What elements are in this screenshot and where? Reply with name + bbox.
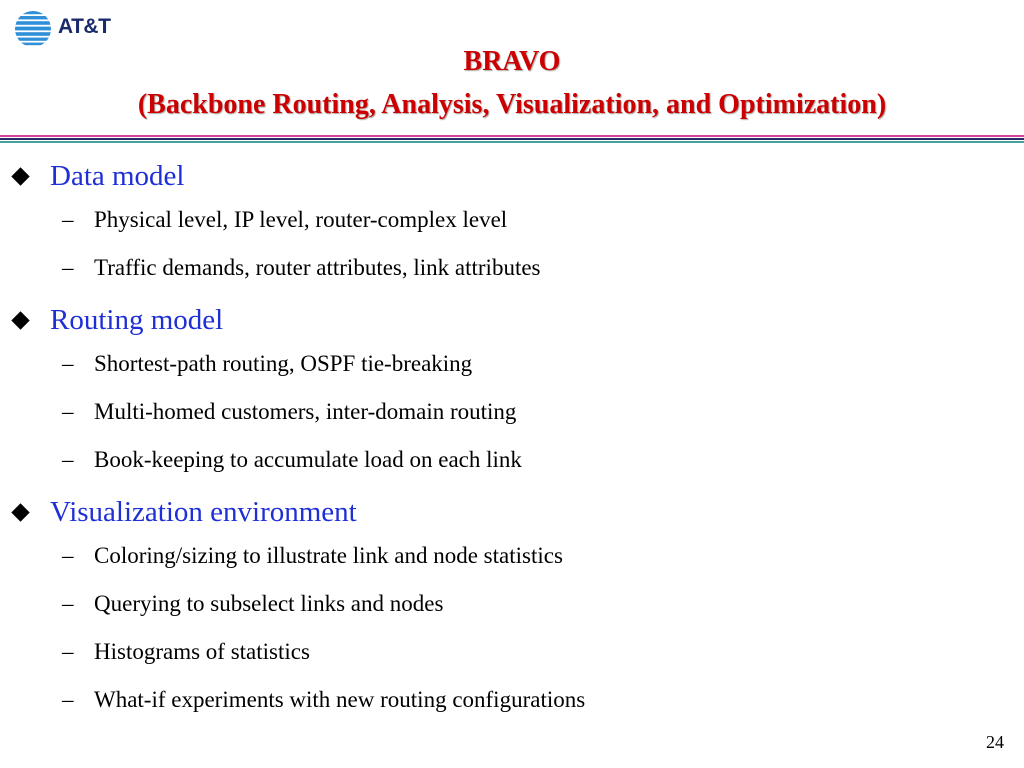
slide-subtitle: (Backbone Routing, Analysis, Visualization, and Optimization): [137, 89, 887, 120]
divider-middle: [0, 138, 1024, 140]
att-logo: [14, 10, 114, 48]
diamond-bullet-icon: [11, 503, 29, 521]
bullet-heading: Visualization environment: [50, 496, 357, 528]
diamond-bullet-icon: [11, 311, 29, 329]
list-item-text: What-if experiments with new routing configurations: [94, 687, 586, 712]
bullet-heading: Data model: [50, 160, 185, 192]
page-number: 24: [986, 732, 1004, 752]
list-item-text: Coloring/sizing to illustrate link and node statistics: [94, 543, 563, 568]
dash-marker: –: [62, 591, 74, 616]
dash-marker: –: [62, 351, 74, 376]
list-item-text: Histograms of statistics: [94, 639, 310, 664]
diamond-bullet-icon: [11, 167, 29, 185]
dash-marker: –: [62, 399, 74, 424]
dash-marker: –: [62, 687, 74, 712]
bullet-heading: Routing model: [50, 304, 224, 336]
att-globe-icon: [14, 10, 52, 48]
dash-marker: –: [62, 447, 74, 472]
dash-marker: –: [62, 255, 74, 280]
divider-top: [0, 135, 1024, 137]
list-item-text: Shortest-path routing, OSPF tie-breaking: [94, 351, 473, 376]
slide-title: BRAVO: [463, 46, 561, 77]
dash-marker: –: [62, 207, 74, 232]
dash-marker: –: [62, 639, 74, 664]
list-item-text: Traffic demands, router attributes, link attributes: [94, 255, 541, 280]
list-item-text: Multi-homed customers, inter-domain routing: [94, 399, 517, 424]
list-item-text: Physical level, IP level, router-complex level: [94, 207, 508, 232]
logo-text: AT&T: [58, 15, 111, 38]
list-item-text: Querying to subselect links and nodes: [94, 591, 444, 616]
dash-marker: –: [62, 543, 74, 568]
divider-bottom: [0, 141, 1024, 143]
list-item-text: Book-keeping to accumulate load on each link: [94, 447, 522, 472]
